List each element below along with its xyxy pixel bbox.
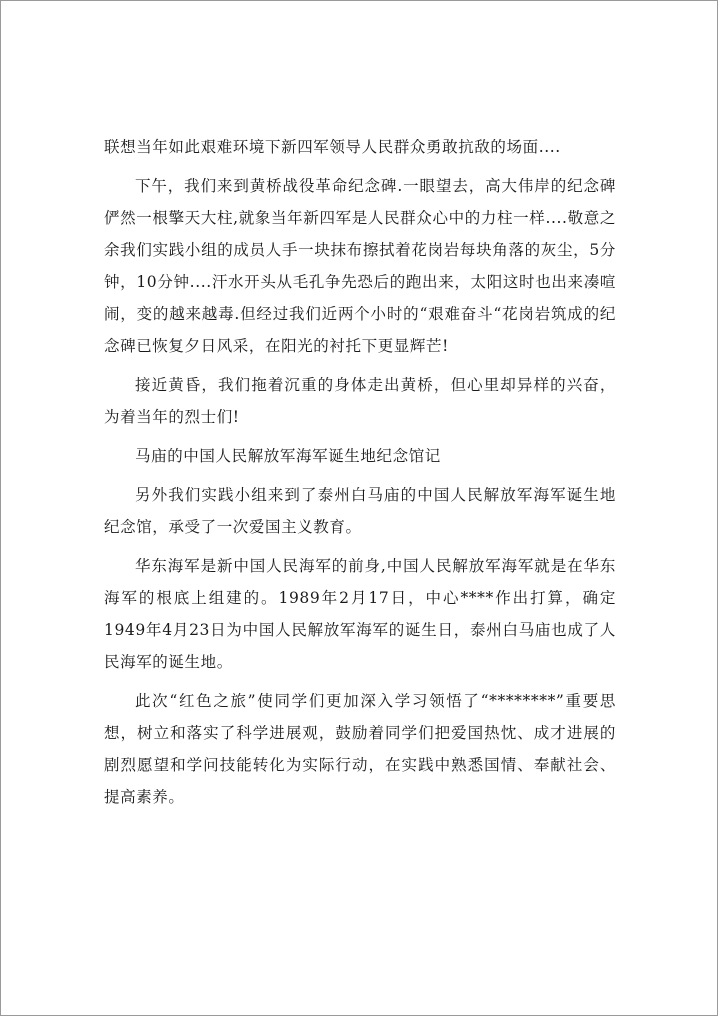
section-heading-navy-memorial: 马庙的中国人民解放军海军诞生地纪念馆记 — [135, 447, 441, 465]
paragraph-navy-memorial-visit: 另外我们实践小组来到了泰州白马庙的中国人民解放军海军诞生地纪念馆，承受了一次爱国主义教育。 — [104, 486, 616, 536]
paragraph-huangqiao-monument: 下午，我们来到黄桥战役革命纪念碑.一眼望去，高大伟岸的纪念碑俨然一根擎天大柱,就象当年新四军是人民群众心中的力柱一样....敬意之余我们实践小组的成员人手一块抹布擦拭着花岗岩每块角落的灰尘，5分钟，10分钟....汗水开头从毛孔争先恐后的跑出来，太阳这时也出来凑喧闹，变的越来越毒.但经过我们近两个小时的“艰难奋斗“花岗岩筑成的纪念碑已恢复夕日风采，在阳光的衬托下更显辉芒! — [104, 177, 616, 355]
paragraph-red-tour-summary: 此次“红色之旅”使同学们更加深入学习领悟了“********”重要思想，树立和落实了科学进展观，鼓励着同学们把爱国热忱、成才进展的剧烈愿望和学问技能转化为实际行动，在实践中熟悉国情、奉献社会、提高素养。 — [104, 692, 616, 806]
paragraph-east-china-navy: 华东海军是新中国人民海军的前身,中国人民解放军海军就是在华东海军的根底上组建的。1989年2月17日，中心****作出打算，确定1949年4月23日为中国人民解放军海军的诞生日，泰州白马庙也成了人民海军的诞生地。 — [104, 557, 616, 671]
document-body — [104, 131, 616, 820]
paragraph-dusk: 接近黄昏，我们拖着沉重的身体走出黄桥，但心里却异样的兴奋，为着当年的烈士们! — [104, 376, 616, 426]
paragraph-continuation: 联想当年如此艰难环境下新四军领导人民群众勇敢抗敌的场面.... — [104, 138, 561, 156]
